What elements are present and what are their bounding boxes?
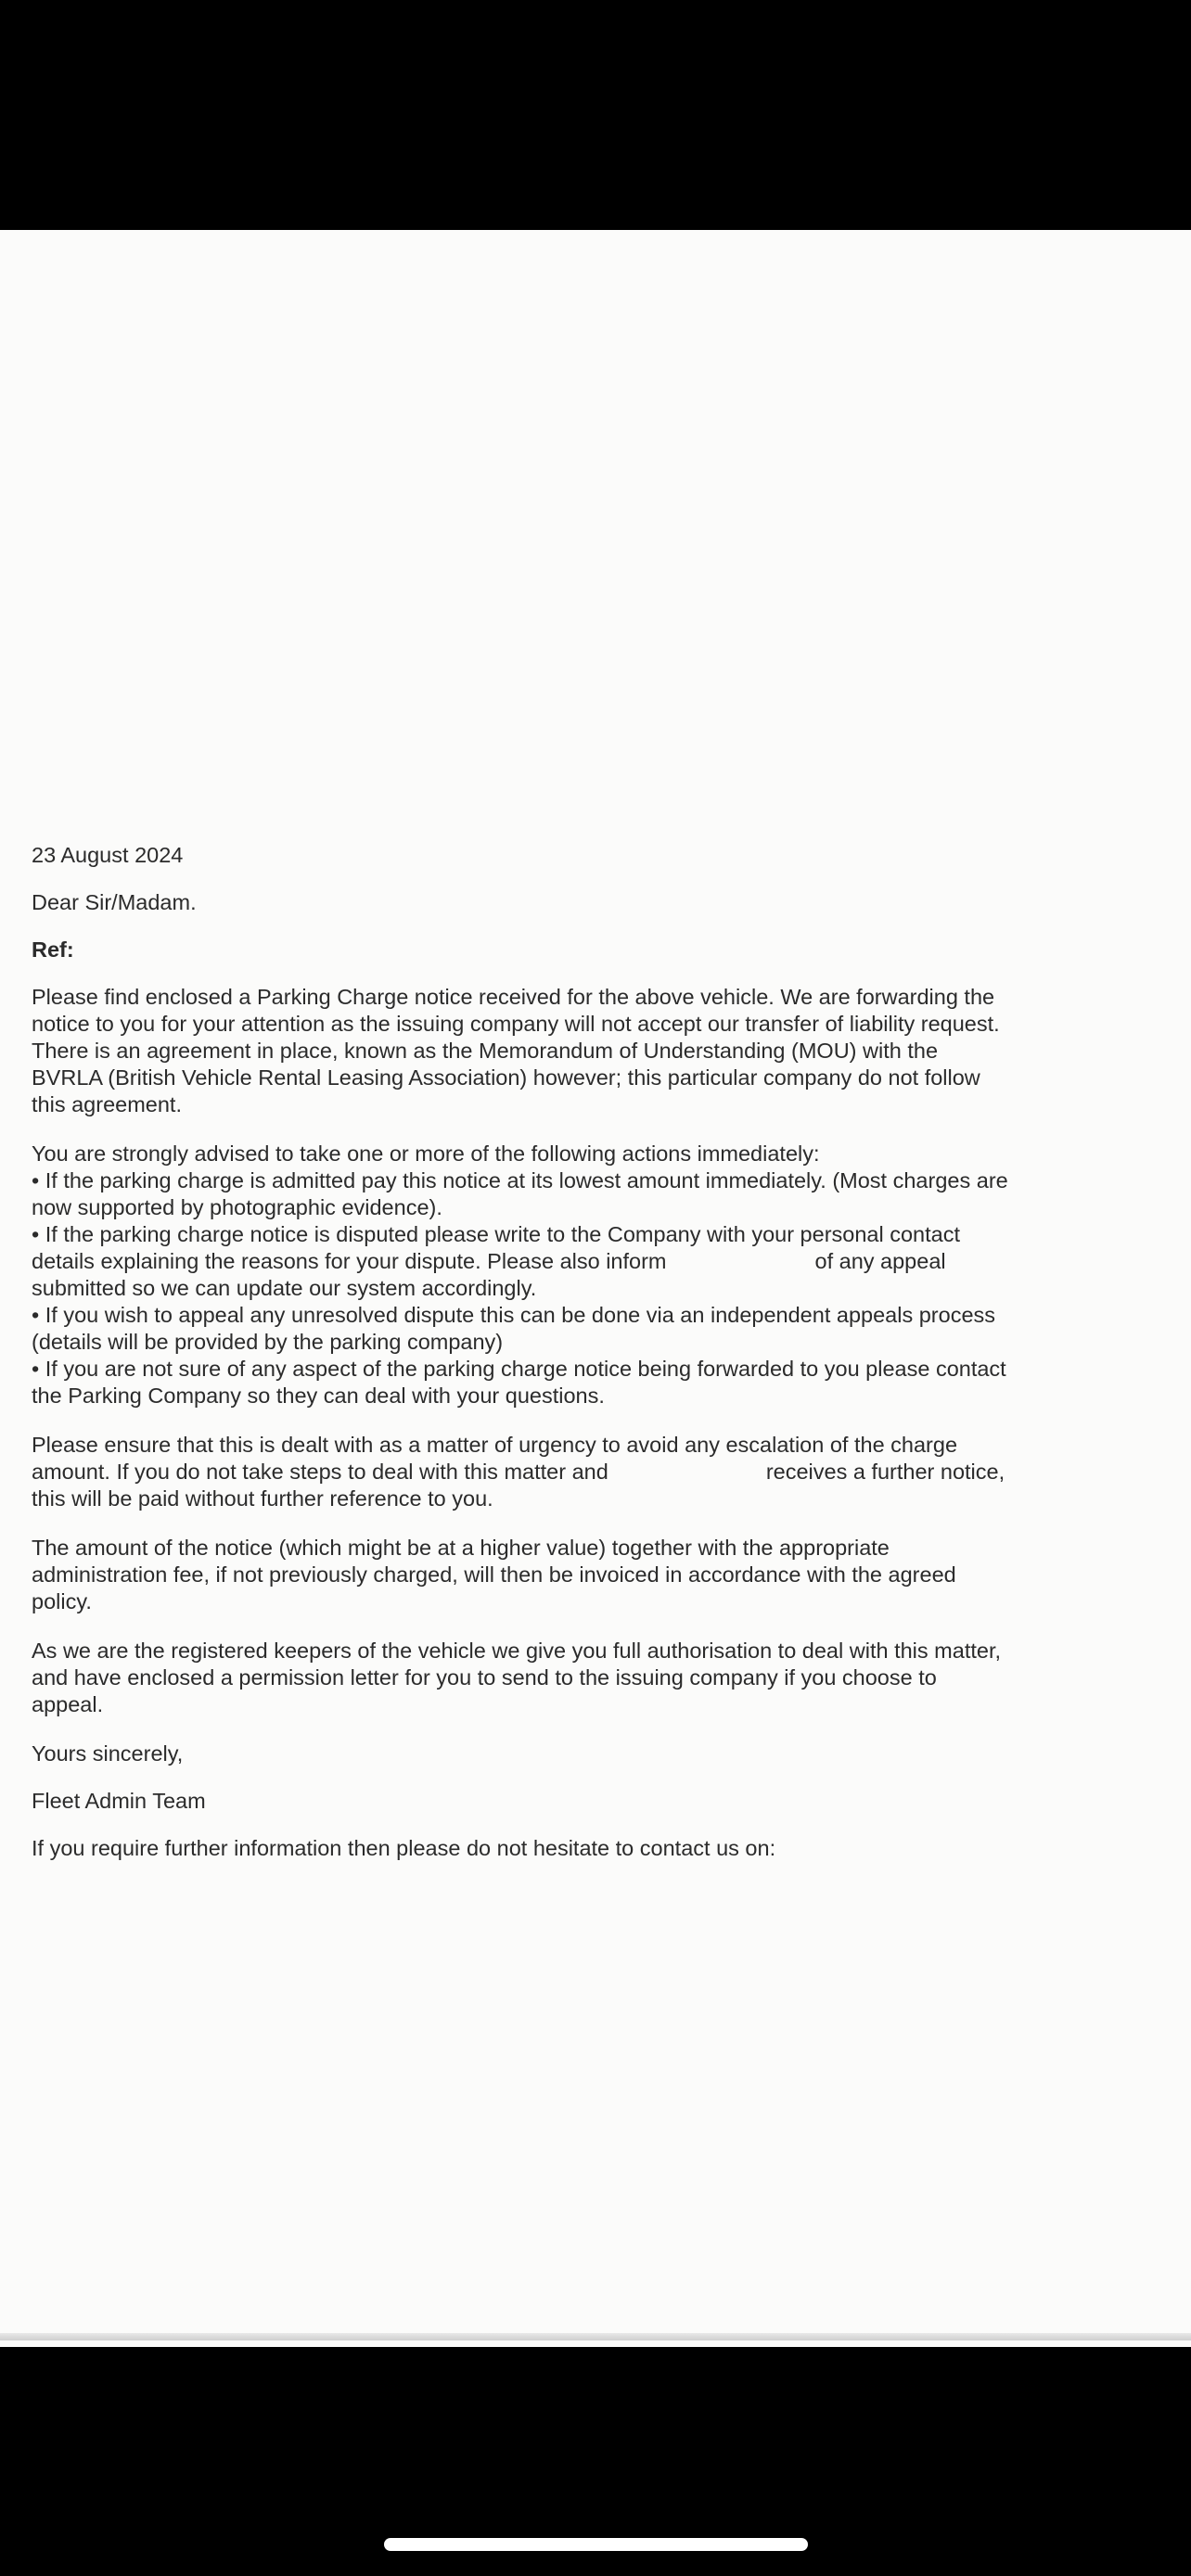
ref-label: Ref: (32, 937, 74, 962)
paragraph-line (32, 1248, 1108, 1275)
paragraph-line: (details will be provided by the parking company) (32, 1330, 504, 1354)
paragraph-line: policy. (32, 1589, 92, 1613)
bullet-unsure: • If you are not sure of any aspect of the parking charge notice being forwarded to you please contact (32, 1357, 1006, 1381)
paragraph-line: BVRLA (British Vehicle Rental Leasing Association) however; this particular company do not follow (32, 1065, 980, 1090)
paragraph-line: Please find enclosed a Parking Charge notice received for the above vehicle. We are forwarding the (32, 985, 995, 1009)
paragraph-line: the Parking Company so they can deal with your questions. (32, 1384, 605, 1408)
paragraph-actions (32, 1141, 1108, 1409)
paragraph-line: There is an agreement in place, known as the Memorandum of Understanding (MOU) with the (32, 1039, 939, 1063)
footer-contact: If you require further information then please do not hesitate to contact us on: (32, 1836, 776, 1860)
paragraph-line: administration fee, if not previously charged, will then be invoiced in accordance with the agreed (32, 1562, 956, 1587)
paragraph-line: now supported by photographic evidence). (32, 1195, 442, 1219)
paragraph-urgency (32, 1432, 1108, 1512)
paragraph-line: The amount of the notice (which might be at a higher value) together with the appropriate (32, 1536, 890, 1560)
text-fragment: details explaining the reasons for your dispute. Please also inform (32, 1249, 667, 1273)
paragraph-line: As we are the registered keepers of the vehicle we give you full authorisation to deal with this matter, (32, 1639, 1002, 1663)
text-fragment: receives a further notice, (765, 1460, 1005, 1484)
paragraph-line (32, 1459, 1108, 1486)
signature: Fleet Admin Team (32, 1789, 206, 1813)
paragraph-intro (32, 984, 1108, 1118)
paragraph-amount (32, 1535, 1108, 1615)
bullet-appeal: • If you wish to appeal any unresolved dispute this can be done via an independent appeals process (32, 1303, 996, 1327)
bullet-admitted: • If the parking charge is admitted pay this notice at its lowest amount immediately. (Most charges are (32, 1168, 1008, 1192)
paragraph-line: appeal. (32, 1692, 104, 1716)
letter-date: 23 August 2024 (32, 843, 184, 867)
paragraph-line: this will be paid without further reference to you. (32, 1486, 493, 1511)
home-indicator[interactable] (384, 2538, 808, 2551)
page-bottom-edge (0, 2333, 1191, 2340)
text-fragment: amount. If you do not take steps to deal with this matter and (32, 1460, 608, 1484)
text-fragment: of any appeal (814, 1249, 946, 1273)
paragraph-line: and have enclosed a permission letter for you to send to the issuing company if you choose to (32, 1665, 937, 1690)
letter-body (32, 842, 1108, 1882)
letter-page (0, 230, 1191, 2347)
paragraph-line: Please ensure that this is dealt with as a matter of urgency to avoid any escalation of the charge (32, 1433, 958, 1457)
paragraph-line: notice to you for your attention as the issuing company will not accept our transfer of liability request. (32, 1012, 1000, 1036)
paragraph-authorisation (32, 1638, 1108, 1718)
closing-line: Yours sincerely, (32, 1741, 184, 1766)
salutation: Dear Sir/Madam. (32, 890, 197, 914)
paragraph-line: this agreement. (32, 1092, 182, 1116)
bullet-disputed: • If the parking charge notice is disputed please write to the Company with your personal contact (32, 1222, 960, 1246)
actions-heading: You are strongly advised to take one or more of the following actions immediately: (32, 1141, 820, 1166)
paragraph-line: submitted so we can update our system accordingly. (32, 1276, 537, 1300)
